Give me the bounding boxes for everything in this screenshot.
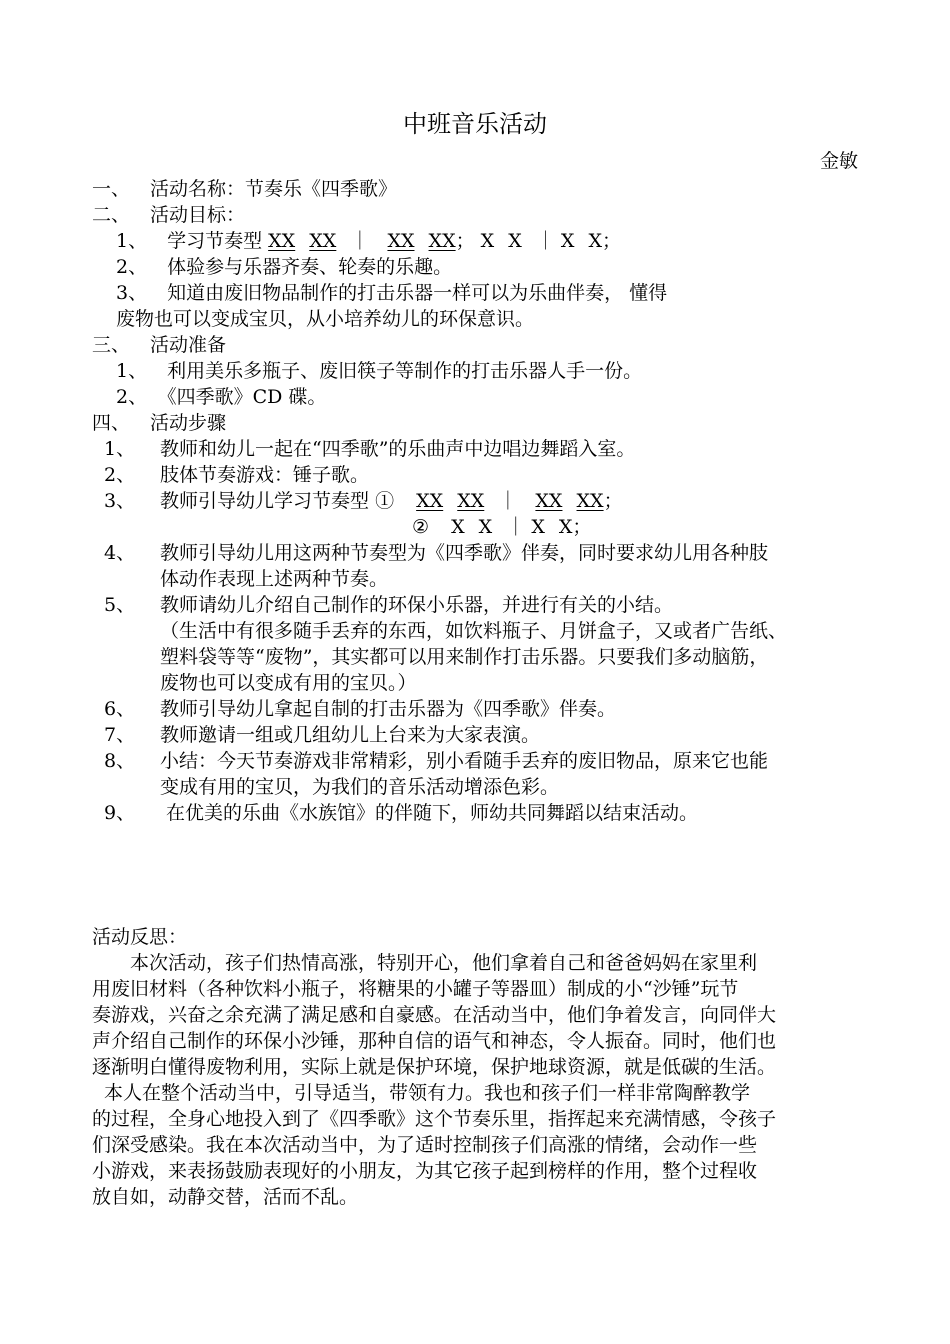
rhythm-note: X [480, 230, 495, 252]
step-6-number: 6、 [104, 698, 136, 720]
goal-1-number: 1、 [116, 230, 148, 252]
rhythm-note: XX [535, 490, 563, 512]
rhythm-note: X [558, 516, 573, 538]
rhythm-note: XX [428, 230, 456, 252]
rhythm-end: ； [603, 490, 623, 512]
goal-2 [116, 254, 452, 280]
rhythm-note: X [531, 516, 545, 538]
rhythm-note: XX [268, 230, 296, 252]
section-1-text: 活动名称：节奏乐《四季歌》 [150, 178, 398, 200]
step-5-line: （生活中有很多随手丢弃的东西，如饮料瓶子、月饼盒子，又或者广告纸、 [160, 620, 788, 642]
reflection-line: 逐渐明白懂得废物利用，实际上就是保护环境，保护地球资源，就是低碳的生活。 [92, 1056, 777, 1078]
rhythm-bar: ｜ [506, 516, 526, 538]
rhythm-note: X [560, 230, 575, 252]
rhythm-marker-1: ① [375, 490, 395, 512]
reflection-line: 用废旧材料（各种饮料小瓶子，将糖果的小罐子等器皿）制成的小“沙锤”玩节 [92, 978, 739, 1000]
document-title: 中班音乐活动 [403, 110, 547, 138]
reflection-line: 本人在整个活动当中，引导适当，带领有力。我也和孩子们一样非常陶醉教学 [104, 1082, 751, 1104]
step-3-rhythm-2 [412, 514, 591, 540]
step-5-line: 塑料袋等等“废物”，其实都可以用来制作打击乐器。只要我们多动脑筋， [160, 646, 769, 668]
section-3 [92, 332, 226, 358]
step-1-text: 教师和幼儿一起在“四季歌”的乐曲声中边唱边舞蹈入室。 [160, 438, 636, 460]
prep-2-text: 《四季歌》CD 碟。 [167, 386, 327, 408]
reflection-line: 放自如，动静交替，活而不乱。 [92, 1186, 359, 1208]
step-4-line: 教师引导幼儿用这两种节奏型为《四季歌》伴奏，同时要求幼儿用各种肢 [160, 542, 769, 564]
step-7-text: 教师邀请一组或几组幼儿上台来为大家表演。 [160, 724, 541, 746]
prep-1 [116, 358, 642, 384]
prep-2-number: 2、 [116, 386, 148, 408]
rhythm-note: X [451, 516, 465, 538]
section-3-text: 活动准备 [150, 334, 227, 356]
step-4-number: 4、 [104, 542, 136, 564]
section-2 [92, 202, 245, 228]
goal-3-number: 3、 [116, 282, 148, 304]
rhythm-bar: ｜ [350, 230, 370, 252]
reflection-heading: 活动反思： [92, 926, 188, 948]
step-3-label: 教师引导幼儿学习节奏型 [160, 490, 370, 512]
section-4-number: 四、 [92, 412, 131, 434]
step-6-text: 教师引导幼儿拿起自制的打击乐器为《四季歌》伴奏。 [160, 698, 617, 720]
rhythm-note: X [588, 230, 602, 252]
reflection-line: 小游戏，来表扬鼓励表现好的小朋友，为其它孩子起到榜样的作用，整个过程收 [92, 1160, 758, 1182]
section-2-number: 二、 [92, 204, 131, 226]
section-1-number: 一、 [92, 178, 131, 200]
section-2-text: 活动目标： [150, 204, 246, 226]
rhythm-note: X [508, 230, 522, 252]
prep-1-number: 1、 [116, 360, 148, 382]
step-2-text: 肢体节奏游戏：锤子歌。 [160, 464, 370, 486]
section-4 [92, 410, 226, 436]
rhythm-end: ； [455, 230, 475, 252]
step-1-number: 1、 [104, 438, 136, 460]
step-5-line: 教师请幼儿介绍自己制作的环保小乐器，并进行有关的小结。 [160, 594, 674, 616]
goal-2-text: 体验参与乐器齐奏、轮奏的乐趣。 [167, 256, 453, 278]
goal-1-text: 学习节奏型 [167, 230, 263, 252]
step-9-number: 9、 [104, 802, 136, 824]
step-3-number: 3、 [104, 490, 136, 512]
step-2-number: 2、 [104, 464, 136, 486]
goal-1 [116, 228, 621, 254]
rhythm-note: X [478, 516, 493, 538]
rhythm-end: ； [572, 516, 592, 538]
step-5-line: 废物也可以变成有用的宝贝。） [160, 672, 417, 694]
rhythm-note: XX [416, 490, 444, 512]
rhythm-note: XX [387, 230, 415, 252]
goal-2-number: 2、 [116, 256, 148, 278]
author-name: 金敏 [819, 150, 858, 172]
rhythm-bar: ｜ [535, 230, 555, 252]
prep-1-text: 利用美乐多瓶子、废旧筷子等制作的打击乐器人手一份。 [167, 360, 643, 382]
rhythm-marker-2: ② [412, 516, 430, 538]
rhythm-bar: ｜ [498, 490, 518, 512]
rhythm-note: XX [457, 490, 485, 512]
reflection-line: 们深受感染。我在本次活动当中，为了适时控制孩子们高涨的情绪，会动作一些 [92, 1134, 758, 1156]
rhythm-note: XX [309, 230, 337, 252]
goal-3 [116, 280, 667, 306]
step-9-text: 在优美的乐曲《水族馆》的伴随下，师幼共同舞蹈以结束活动。 [166, 802, 699, 824]
reflection-line: 的过程，全身心地投入到了《四季歌》这个节奏乐里，指挥起来充满情感，令孩子 [92, 1108, 777, 1130]
goal-3-continuation: 废物也可以变成宝贝，从小培养幼儿的环保意识。 [116, 308, 535, 330]
step-3-text [160, 488, 623, 514]
rhythm-end: ； [602, 230, 622, 252]
step-8-line: 小结：今天节奏游戏非常精彩，别小看随手丢弃的废旧物品，原来它也能 [160, 750, 769, 772]
reflection-line: 奏游戏，兴奋之余充满了满足感和自豪感。在活动当中，他们争着发言，向同伴大 [92, 1004, 777, 1026]
reflection-line: 声介绍自己制作的环保小沙锤，那种自信的语气和神态，令人振奋。同时，他们也 [92, 1030, 777, 1052]
section-1 [92, 176, 397, 202]
reflection-line: 本次活动，孩子们热情高涨，特别开心，他们拿着自己和爸爸妈妈在家里利 [130, 952, 758, 974]
step-8-number: 8、 [104, 750, 136, 772]
section-3-number: 三、 [92, 334, 131, 356]
step-5-number: 5、 [104, 594, 136, 616]
goal-3-text: 知道由废旧物品制作的打击乐器一样可以为乐曲伴奏， 懂得 [167, 282, 668, 304]
section-4-text: 活动步骤 [150, 412, 227, 434]
prep-2 [116, 384, 326, 410]
rhythm-note: XX [576, 490, 604, 512]
step-7-number: 7、 [104, 724, 136, 746]
step-8-line: 变成有用的宝贝，为我们的音乐活动增添色彩。 [160, 776, 560, 798]
step-4-line: 体动作表现上述两种节奏。 [160, 568, 389, 590]
